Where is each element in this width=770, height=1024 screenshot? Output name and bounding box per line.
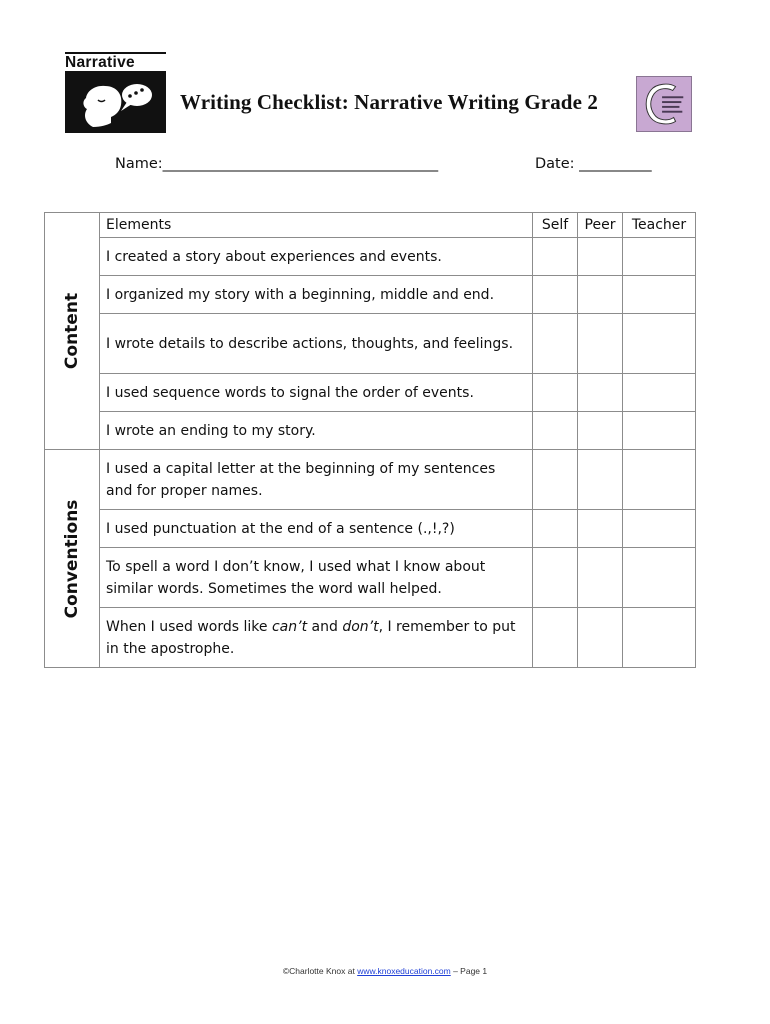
teacher-check-box[interactable] bbox=[623, 276, 696, 314]
table-row bbox=[45, 548, 696, 608]
self-check-box[interactable] bbox=[533, 510, 578, 548]
self-check-box[interactable] bbox=[533, 412, 578, 450]
page-title: Writing Checklist: Narrative Writing Grade 2 bbox=[180, 90, 598, 114]
header-elements: Elements bbox=[100, 213, 533, 238]
peer-check-box[interactable] bbox=[578, 276, 623, 314]
teacher-check-box[interactable] bbox=[623, 608, 696, 668]
name-blank: ______________________________________ bbox=[162, 156, 439, 172]
date-label: Date: bbox=[535, 156, 575, 172]
element-text bbox=[100, 608, 533, 668]
publisher-badge-icon bbox=[636, 76, 692, 132]
peer-check-box[interactable] bbox=[578, 314, 623, 374]
date-field[interactable] bbox=[535, 156, 652, 172]
category-conventions-cell bbox=[45, 450, 100, 668]
table-row bbox=[45, 608, 696, 668]
category-conventions-label: Conventions bbox=[62, 499, 82, 618]
peer-check-box[interactable] bbox=[578, 608, 623, 668]
element-text: I used punctuation at the end of a sentence (.,!,?) bbox=[100, 510, 533, 548]
text-fragment: , I remember to put in the apostrophe. bbox=[106, 618, 516, 657]
name-field[interactable] bbox=[115, 156, 438, 172]
table-row bbox=[45, 412, 696, 450]
table-header-row bbox=[45, 213, 696, 238]
teacher-check-box[interactable] bbox=[623, 374, 696, 412]
narrative-logo bbox=[65, 52, 166, 133]
checklist-table bbox=[44, 212, 696, 668]
peer-check-box[interactable] bbox=[578, 412, 623, 450]
element-text: I used a capital letter at the beginning of my sentences and for proper names. bbox=[100, 450, 533, 510]
table-row bbox=[45, 374, 696, 412]
category-content-label: Content bbox=[62, 292, 82, 370]
peer-check-box[interactable] bbox=[578, 450, 623, 510]
footer-link[interactable]: www.knoxeducation.com bbox=[357, 966, 451, 976]
teacher-check-box[interactable] bbox=[623, 314, 696, 374]
element-text: I organized my story with a beginning, middle and end. bbox=[100, 276, 533, 314]
header-peer: Peer bbox=[578, 213, 623, 238]
self-check-box[interactable] bbox=[533, 548, 578, 608]
self-check-box[interactable] bbox=[533, 238, 578, 276]
emphasis-cant: can’t bbox=[271, 618, 308, 635]
teacher-check-box[interactable] bbox=[623, 510, 696, 548]
footer-suffix: – Page 1 bbox=[450, 966, 488, 976]
footer-prefix: ©Charlotte Knox at bbox=[282, 966, 358, 976]
peer-check-box[interactable] bbox=[578, 374, 623, 412]
element-text: I wrote an ending to my story. bbox=[100, 412, 533, 450]
self-check-box[interactable] bbox=[533, 276, 578, 314]
page-footer bbox=[0, 966, 770, 976]
text-fragment: When I used words like bbox=[106, 618, 272, 635]
logo-word: Narrative bbox=[65, 52, 166, 70]
table-row bbox=[45, 510, 696, 548]
element-text: To spell a word I don’t know, I used what I know about similar words. Sometimes the word wall helped. bbox=[100, 548, 533, 608]
table-row bbox=[45, 276, 696, 314]
storyteller-icon bbox=[65, 71, 166, 133]
table-row bbox=[45, 450, 696, 510]
name-label: Name: bbox=[115, 156, 163, 172]
text-fragment: and bbox=[307, 618, 343, 635]
emphasis-dont: don’t bbox=[342, 618, 379, 635]
peer-check-box[interactable] bbox=[578, 548, 623, 608]
peer-check-box[interactable] bbox=[578, 510, 623, 548]
category-content-cell bbox=[45, 213, 100, 450]
self-check-box[interactable] bbox=[533, 374, 578, 412]
element-text: I used sequence words to signal the order of events. bbox=[100, 374, 533, 412]
date-blank: __________ bbox=[579, 156, 652, 172]
header-self: Self bbox=[533, 213, 578, 238]
self-check-box[interactable] bbox=[533, 450, 578, 510]
header-teacher: Teacher bbox=[623, 213, 696, 238]
teacher-check-box[interactable] bbox=[623, 238, 696, 276]
table-row bbox=[45, 314, 696, 374]
element-text: I created a story about experiences and events. bbox=[100, 238, 533, 276]
self-check-box[interactable] bbox=[533, 608, 578, 668]
teacher-check-box[interactable] bbox=[623, 450, 696, 510]
table-row bbox=[45, 238, 696, 276]
teacher-check-box[interactable] bbox=[623, 412, 696, 450]
element-text: I wrote details to describe actions, thoughts, and feelings. bbox=[100, 314, 533, 374]
self-check-box[interactable] bbox=[533, 314, 578, 374]
teacher-check-box[interactable] bbox=[623, 548, 696, 608]
peer-check-box[interactable] bbox=[578, 238, 623, 276]
